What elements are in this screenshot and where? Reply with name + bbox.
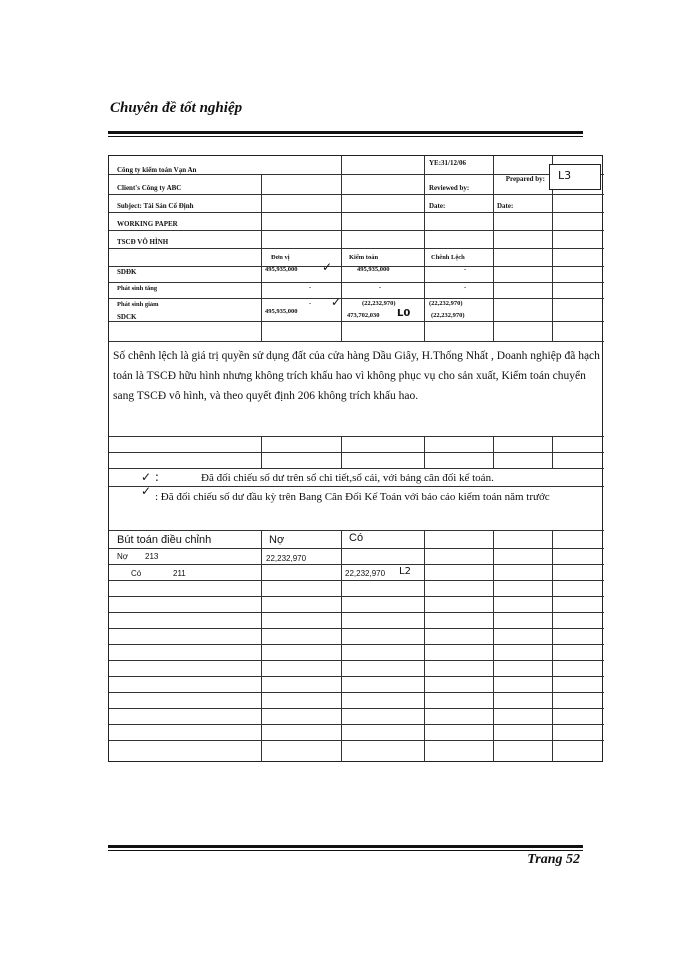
check-mark-icon: ✓: [322, 260, 333, 274]
ps-giam-kiem-toan: (22,232,970): [362, 300, 396, 307]
sddk-kiem-toan: 495,935,000: [357, 266, 390, 273]
year-end: YE:31/12/06: [429, 159, 466, 167]
sddk-don-vi: 495,935,000: [265, 266, 298, 273]
check-mark-icon: ✓: [141, 484, 152, 498]
company-label: Công ty kiểm toán Vạn An: [117, 166, 197, 174]
row-label-ps-tang: Phát sinh tăng: [117, 285, 158, 292]
adj-credit-account: 211: [173, 569, 186, 578]
reviewed-by-label: Reviewed by:: [429, 184, 470, 192]
page-header-title: Chuyên đề tốt nghiệp: [110, 100, 243, 116]
ps-giam-chenh-lech: (22,232,970): [429, 300, 463, 307]
footer-rule: [108, 845, 583, 848]
client-label: Client's Công ty ABC: [117, 184, 182, 192]
legend-note-1: Đã đối chiếu số dư trên sổ chi tiết,sổ cái, với bảng cân đối kế toán.: [201, 472, 494, 484]
date-label-2: Date:: [497, 202, 514, 210]
date-label-1: Date:: [429, 202, 446, 210]
row-label-ps-giam: Phát sinh giảm: [117, 301, 159, 308]
working-paper-label: WORKING PAPER: [117, 220, 178, 228]
adj-debit-label: Nợ: [117, 552, 129, 561]
l2-mark: L2: [399, 566, 411, 577]
adj-header-entry: Bút toán điều chỉnh: [117, 534, 212, 546]
col-header-don-vi: Đơn vị: [271, 254, 290, 261]
ps-tang-kiem-toan: -: [379, 284, 382, 291]
sdck-chenh-lech: (22,232,970): [431, 312, 465, 319]
adj-header-credit: Có: [349, 532, 364, 544]
subject-label: Subject: Tài Sản Cố Định: [117, 202, 194, 210]
row-label-sddk: SDĐK: [117, 268, 137, 276]
prepared-by-label: Prepared by:: [505, 175, 545, 183]
section-label: TSCĐ VÔ HÌNH: [117, 238, 169, 246]
adj-header-debit: Nợ: [269, 534, 285, 546]
adj-debit-amount: 22,232,970: [266, 554, 307, 563]
check-mark-icon: ✓: [331, 295, 342, 309]
prepared-mark: L3: [558, 169, 572, 182]
check-mark-icon: ✓ :: [141, 470, 159, 484]
page-number: Trang 52: [527, 852, 580, 867]
legend-note-2: : Đã đối chiếu số dư đầu kỳ trên Bang Cân Đối Kế Toán với báo cáo kiểm toán năm trước: [155, 491, 550, 503]
sdck-don-vi: 495,935,000: [265, 308, 298, 315]
header-rule: [108, 131, 583, 134]
adj-debit-account: 213: [145, 552, 159, 561]
l0-mark: L0: [397, 308, 411, 319]
ps-tang-don-vi: -: [309, 284, 312, 291]
explanation-text: Số chênh lệch là giá trị quyền sử dụng đất của cửa hàng Dầu Giây, H.Thống Nhất , Doanh nghiệp đã hạch toán là TSCĐ hữu hình nhưng không trích khấu hao vì không phục vụ cho sản xuất, Kiểm toán chuyển sang TSCĐ vô hình, và theo quyết định 206 không trích khấu hao.: [113, 350, 600, 402]
sddk-chenh-lech: -: [464, 266, 467, 273]
col-header-kiem-toan: Kiểm toán: [349, 254, 379, 261]
prepared-mark-box: [549, 164, 601, 190]
adj-credit-amount: 22,232,970: [345, 569, 386, 578]
ps-giam-don-vi: -: [309, 300, 312, 307]
adj-credit-label: Có: [131, 569, 142, 578]
working-paper: [108, 155, 603, 762]
sdck-kiem-toan: 473,702,030: [347, 312, 380, 319]
header-rule-thin: [108, 136, 583, 137]
ps-tang-chenh-lech: -: [464, 284, 467, 291]
row-label-sdck: SDCK: [117, 313, 137, 321]
footer-rule-thin: [108, 850, 583, 851]
col-header-chenh-lech: Chênh Lệch: [431, 254, 465, 261]
